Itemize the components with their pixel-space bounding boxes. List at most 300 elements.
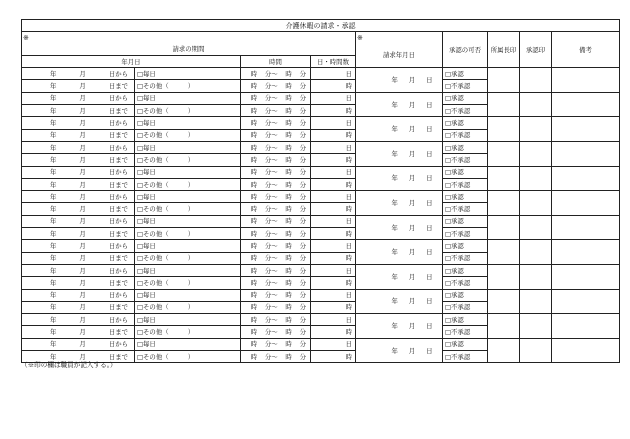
other-checkbox[interactable]	[135, 277, 241, 289]
hour-label: 時	[250, 82, 258, 91]
end-time-cell[interactable]	[241, 326, 311, 338]
disapprove-checkbox[interactable]	[443, 129, 488, 141]
approve-label: □承認	[445, 69, 464, 78]
start-date-cell[interactable]	[22, 92, 135, 104]
day-from-label: 日から	[108, 119, 128, 128]
req-year-label: 年	[391, 174, 398, 183]
days-label: 日	[345, 340, 352, 349]
disapprove-label: □不承認	[445, 328, 471, 337]
days-cell[interactable]	[311, 166, 356, 178]
minute-from-label: 分〜	[264, 266, 278, 275]
days-cell[interactable]	[311, 289, 356, 301]
every-day-label: □毎日	[137, 241, 156, 250]
disapprove-label: □不承認	[445, 229, 471, 238]
entry-row	[22, 338, 620, 350]
end-time-cell[interactable]	[241, 80, 311, 92]
start-date-cell[interactable]	[22, 191, 135, 203]
dept-head-seal-cell[interactable]	[488, 264, 520, 289]
every-day-label: □毎日	[137, 94, 156, 103]
day-from-label: 日から	[108, 266, 128, 275]
request-date-cell[interactable]	[356, 289, 443, 314]
hours-cell[interactable]	[311, 178, 356, 190]
hours-label: 時	[345, 229, 352, 238]
approval-seal-cell[interactable]	[520, 289, 552, 314]
end-date-cell[interactable]	[22, 80, 135, 92]
hour-label: 時	[250, 168, 258, 177]
every-day-label: □毎日	[137, 69, 156, 78]
hour-label: 時	[250, 291, 258, 300]
end-date-cell[interactable]	[22, 326, 135, 338]
approve-label: □承認	[445, 217, 464, 226]
end-time-cell[interactable]	[241, 277, 311, 289]
other-checkbox[interactable]	[135, 228, 241, 240]
request-date-cell[interactable]	[356, 68, 443, 93]
start-time-cell[interactable]	[241, 141, 311, 153]
remarks-cell[interactable]	[552, 166, 620, 191]
request-date-cell[interactable]	[356, 338, 443, 363]
remarks-cell[interactable]	[552, 117, 620, 142]
disapprove-checkbox[interactable]	[443, 80, 488, 92]
dept-head-seal-cell[interactable]	[488, 240, 520, 265]
approve-label: □承認	[445, 168, 464, 177]
end-time-cell[interactable]	[241, 105, 311, 117]
request-date-cell[interactable]	[356, 92, 443, 117]
hours-cell[interactable]	[311, 277, 356, 289]
minute-from-label: 分〜	[264, 192, 278, 201]
remarks-cell[interactable]	[552, 338, 620, 363]
start-time-cell[interactable]	[241, 166, 311, 178]
days-cell[interactable]	[311, 191, 356, 203]
start-date-cell[interactable]	[22, 264, 135, 276]
end-date-cell[interactable]	[22, 129, 135, 141]
other-label: □その他（ ）	[137, 106, 195, 115]
disapprove-checkbox[interactable]	[443, 326, 488, 338]
year-label: 年	[50, 94, 57, 103]
days-cell[interactable]	[311, 264, 356, 276]
disapprove-checkbox[interactable]	[443, 105, 488, 117]
approval-seal-cell[interactable]	[520, 117, 552, 142]
hours-cell[interactable]	[311, 203, 356, 215]
request-date-cell[interactable]	[356, 264, 443, 289]
dept-head-seal-cell[interactable]	[488, 68, 520, 93]
hours-label: 時	[345, 131, 352, 140]
disapprove-checkbox[interactable]	[443, 203, 488, 215]
start-date-cell[interactable]	[22, 240, 135, 252]
start-time-cell[interactable]	[241, 92, 311, 104]
approval-seal-cell[interactable]	[520, 240, 552, 265]
other-checkbox[interactable]	[135, 326, 241, 338]
hours-cell[interactable]	[311, 351, 356, 363]
approve-checkbox[interactable]	[443, 117, 488, 129]
other-label: □その他（ ）	[137, 131, 195, 140]
days-label: 日	[345, 315, 352, 324]
minute-label: 分	[299, 131, 306, 140]
req-day-label: 日	[426, 198, 433, 207]
hour-label: 時	[285, 303, 292, 312]
disapprove-label: □不承認	[445, 131, 471, 140]
disapprove-label: □不承認	[445, 155, 471, 164]
month-label: 月	[79, 352, 86, 361]
hours-cell[interactable]	[311, 228, 356, 240]
approve-checkbox[interactable]	[443, 141, 488, 153]
days-cell[interactable]	[311, 117, 356, 129]
hour-label: 時	[285, 205, 292, 214]
request-date-cell[interactable]	[356, 141, 443, 166]
entry-row	[22, 141, 620, 153]
req-year-label: 年	[391, 272, 398, 281]
start-time-cell[interactable]	[241, 191, 311, 203]
year-label: 年	[50, 352, 57, 361]
other-checkbox[interactable]	[135, 252, 241, 264]
approve-checkbox[interactable]	[443, 68, 488, 80]
month-label: 月	[79, 315, 86, 324]
end-time-cell[interactable]	[241, 129, 311, 141]
end-date-cell[interactable]	[22, 203, 135, 215]
start-time-cell[interactable]	[241, 240, 311, 252]
disapprove-checkbox[interactable]	[443, 351, 488, 363]
start-time-cell[interactable]	[241, 264, 311, 276]
approve-checkbox[interactable]	[443, 240, 488, 252]
start-date-cell[interactable]	[22, 166, 135, 178]
approve-checkbox[interactable]	[443, 92, 488, 104]
days-cell[interactable]	[311, 68, 356, 80]
approval-seal-cell[interactable]	[520, 338, 552, 363]
hour-label: 時	[285, 266, 292, 275]
hours-label: 時	[345, 254, 352, 263]
other-checkbox[interactable]	[135, 80, 241, 92]
approve-checkbox[interactable]	[443, 264, 488, 276]
every-day-checkbox[interactable]	[135, 92, 241, 104]
req-year-label: 年	[391, 297, 398, 306]
days-cell[interactable]	[311, 240, 356, 252]
dept-head-seal-cell[interactable]	[488, 92, 520, 117]
days-label: 日	[345, 168, 352, 177]
days-cell[interactable]	[311, 314, 356, 326]
hours-cell[interactable]	[311, 326, 356, 338]
every-day-checkbox[interactable]	[135, 68, 241, 80]
end-date-cell[interactable]	[22, 228, 135, 240]
minute-from-label: 分〜	[264, 303, 278, 312]
minute-from-label: 分〜	[264, 278, 278, 287]
remarks-cell[interactable]	[552, 264, 620, 289]
disapprove-label: □不承認	[445, 303, 471, 312]
dept-head-seal-cell[interactable]	[488, 289, 520, 314]
request-date-cell[interactable]	[356, 166, 443, 191]
approve-checkbox[interactable]	[443, 166, 488, 178]
hour-label: 時	[285, 291, 292, 300]
hour-label: 時	[250, 229, 258, 238]
hour-label: 時	[250, 119, 258, 128]
hours-cell[interactable]	[311, 154, 356, 166]
start-date-cell[interactable]	[22, 117, 135, 129]
minute-from-label: 分〜	[264, 328, 278, 337]
req-year-label: 年	[391, 100, 398, 109]
hour-label: 時	[250, 303, 258, 312]
hours-cell[interactable]	[311, 301, 356, 313]
minute-from-label: 分〜	[264, 205, 278, 214]
start-time-cell[interactable]	[241, 68, 311, 80]
disapprove-label: □不承認	[445, 180, 471, 189]
hour-label: 時	[285, 180, 292, 189]
day-until-label: 日まで	[108, 352, 128, 361]
other-label: □その他（ ）	[137, 352, 195, 361]
other-label: □その他（ ）	[137, 303, 195, 312]
day-until-label: 日まで	[108, 278, 128, 287]
year-label: 年	[50, 106, 57, 115]
hours-cell[interactable]	[311, 80, 356, 92]
approval-seal-cell[interactable]	[520, 215, 552, 240]
year-label: 年	[50, 192, 57, 201]
every-day-checkbox[interactable]	[135, 314, 241, 326]
approve-checkbox[interactable]	[443, 338, 488, 350]
every-day-checkbox[interactable]	[135, 264, 241, 276]
form-title: 介護休暇の請求・承認	[22, 20, 620, 32]
request-date-cell[interactable]	[356, 215, 443, 240]
year-label: 年	[50, 241, 57, 250]
disapprove-checkbox[interactable]	[443, 277, 488, 289]
disapprove-label: □不承認	[445, 352, 471, 361]
end-time-cell[interactable]	[241, 252, 311, 264]
day-from-label: 日から	[108, 192, 128, 201]
every-day-label: □毎日	[137, 168, 156, 177]
other-label: □その他（ ）	[137, 229, 195, 238]
dept-head-seal-cell[interactable]	[488, 166, 520, 191]
start-time-cell[interactable]	[241, 338, 311, 350]
days-label: 日	[345, 266, 352, 275]
days-cell[interactable]	[311, 141, 356, 153]
hour-label: 時	[285, 168, 292, 177]
request-date-cell[interactable]	[356, 117, 443, 142]
hours-cell[interactable]	[311, 105, 356, 117]
start-date-cell[interactable]	[22, 314, 135, 326]
every-day-checkbox[interactable]	[135, 166, 241, 178]
minute-label: 分	[299, 106, 306, 115]
hour-label: 時	[285, 340, 292, 349]
other-checkbox[interactable]	[135, 178, 241, 190]
hour-label: 時	[285, 352, 292, 361]
hour-label: 時	[285, 192, 292, 201]
month-label: 月	[79, 303, 86, 312]
day-from-label: 日から	[108, 291, 128, 300]
other-checkbox[interactable]	[135, 203, 241, 215]
hour-label: 時	[250, 352, 258, 361]
minute-from-label: 分〜	[264, 119, 278, 128]
day-from-label: 日から	[108, 143, 128, 152]
days-cell[interactable]	[311, 338, 356, 350]
req-month-label: 月	[408, 198, 416, 207]
approval-seal-cell[interactable]	[520, 314, 552, 339]
approval-seal-cell[interactable]	[520, 191, 552, 216]
year-label: 年	[50, 278, 57, 287]
minute-from-label: 分〜	[264, 94, 278, 103]
disapprove-checkbox[interactable]	[443, 252, 488, 264]
request-date-cell[interactable]	[356, 191, 443, 216]
days-cell[interactable]	[311, 92, 356, 104]
approval-seal-cell[interactable]	[520, 264, 552, 289]
approval-seal-cell[interactable]	[520, 141, 552, 166]
every-day-checkbox[interactable]	[135, 240, 241, 252]
req-day-label: 日	[426, 248, 433, 257]
start-time-cell[interactable]	[241, 289, 311, 301]
hour-label: 時	[250, 217, 258, 226]
remarks-cell[interactable]	[552, 92, 620, 117]
other-label: □その他（ ）	[137, 155, 195, 164]
req-year-label: 年	[391, 248, 398, 257]
approve-checkbox[interactable]	[443, 191, 488, 203]
other-checkbox[interactable]	[135, 301, 241, 313]
minute-from-label: 分〜	[264, 340, 278, 349]
dept-head-header: 所属長印	[488, 32, 520, 68]
approval-header: 承認の可否	[443, 32, 488, 68]
end-time-cell[interactable]	[241, 301, 311, 313]
disapprove-checkbox[interactable]	[443, 301, 488, 313]
remarks-header: 備考	[552, 32, 620, 68]
end-time-cell[interactable]	[241, 203, 311, 215]
remarks-cell[interactable]	[552, 240, 620, 265]
minute-from-label: 分〜	[264, 82, 278, 91]
remarks-cell[interactable]	[552, 141, 620, 166]
start-date-cell[interactable]	[22, 215, 135, 227]
other-checkbox[interactable]	[135, 105, 241, 117]
start-date-cell[interactable]	[22, 338, 135, 350]
req-month-label: 月	[408, 75, 416, 84]
remarks-cell[interactable]	[552, 289, 620, 314]
minute-from-label: 分〜	[264, 229, 278, 238]
other-label: □その他（ ）	[137, 254, 195, 263]
days-label: 日	[345, 217, 352, 226]
end-date-cell[interactable]	[22, 277, 135, 289]
dept-head-seal-cell[interactable]	[488, 338, 520, 363]
approve-label: □承認	[445, 291, 464, 300]
start-time-cell[interactable]	[241, 215, 311, 227]
remarks-cell[interactable]	[552, 215, 620, 240]
approve-checkbox[interactable]	[443, 215, 488, 227]
approval-seal-cell[interactable]	[520, 92, 552, 117]
hour-label: 時	[250, 143, 258, 152]
dept-head-seal-cell[interactable]	[488, 215, 520, 240]
time-header: 時間	[241, 55, 311, 67]
month-label: 月	[79, 254, 86, 263]
start-date-cell[interactable]	[22, 141, 135, 153]
remarks-cell[interactable]	[552, 68, 620, 93]
disapprove-checkbox[interactable]	[443, 228, 488, 240]
disapprove-checkbox[interactable]	[443, 154, 488, 166]
hour-label: 時	[285, 278, 292, 287]
request-date-cell[interactable]	[356, 314, 443, 339]
minute-from-label: 分〜	[264, 217, 278, 226]
month-label: 月	[79, 328, 86, 337]
day-from-label: 日から	[108, 340, 128, 349]
end-time-cell[interactable]	[241, 228, 311, 240]
year-label: 年	[50, 266, 57, 275]
hours-label: 時	[345, 303, 352, 312]
start-date-cell[interactable]	[22, 68, 135, 80]
month-label: 月	[79, 278, 86, 287]
end-date-cell[interactable]	[22, 252, 135, 264]
req-month-label: 月	[408, 100, 416, 109]
req-day-label: 日	[426, 321, 433, 330]
hour-label: 時	[250, 205, 258, 214]
entry-row	[22, 117, 620, 129]
every-day-checkbox[interactable]	[135, 289, 241, 301]
end-time-cell[interactable]	[241, 154, 311, 166]
minute-label: 分	[299, 119, 306, 128]
minute-label: 分	[299, 82, 306, 91]
req-year-label: 年	[391, 75, 398, 84]
dept-head-seal-cell[interactable]	[488, 117, 520, 142]
hour-label: 時	[285, 155, 292, 164]
other-checkbox[interactable]	[135, 351, 241, 363]
every-day-checkbox[interactable]	[135, 141, 241, 153]
start-date-cell[interactable]	[22, 289, 135, 301]
req-year-label: 年	[391, 125, 398, 134]
every-day-checkbox[interactable]	[135, 338, 241, 350]
day-from-label: 日から	[108, 94, 128, 103]
entry-row	[22, 264, 620, 276]
dept-head-seal-cell[interactable]	[488, 191, 520, 216]
year-label: 年	[50, 155, 57, 164]
disapprove-checkbox[interactable]	[443, 178, 488, 190]
approve-label: □承認	[445, 241, 464, 250]
other-checkbox[interactable]	[135, 129, 241, 141]
approve-checkbox[interactable]	[443, 314, 488, 326]
hour-label: 時	[250, 266, 258, 275]
day-until-label: 日まで	[108, 131, 128, 140]
day-until-label: 日まで	[108, 155, 128, 164]
dept-head-seal-cell[interactable]	[488, 314, 520, 339]
dept-head-seal-cell[interactable]	[488, 141, 520, 166]
remarks-cell[interactable]	[552, 191, 620, 216]
minute-from-label: 分〜	[264, 106, 278, 115]
date-header: 年月日	[22, 55, 241, 67]
hour-label: 時	[250, 328, 258, 337]
every-day-checkbox[interactable]	[135, 191, 241, 203]
end-date-cell[interactable]	[22, 154, 135, 166]
month-label: 月	[79, 143, 86, 152]
approval-seal-cell[interactable]	[520, 166, 552, 191]
approval-seal-cell[interactable]	[520, 68, 552, 93]
end-date-cell[interactable]	[22, 105, 135, 117]
end-time-cell[interactable]	[241, 351, 311, 363]
every-day-label: □毎日	[137, 217, 156, 226]
minute-from-label: 分〜	[264, 241, 278, 250]
every-day-checkbox[interactable]	[135, 215, 241, 227]
staff-fill-mark: ※	[22, 32, 356, 44]
other-label: □その他（ ）	[137, 278, 195, 287]
end-date-cell[interactable]	[22, 301, 135, 313]
end-time-cell[interactable]	[241, 178, 311, 190]
start-time-cell[interactable]	[241, 117, 311, 129]
approve-checkbox[interactable]	[443, 289, 488, 301]
req-year-label: 年	[391, 346, 398, 355]
form-entries	[22, 68, 620, 363]
day-from-label: 日から	[108, 168, 128, 177]
month-label: 月	[79, 106, 86, 115]
request-date-cell[interactable]	[356, 240, 443, 265]
start-time-cell[interactable]	[241, 314, 311, 326]
year-label: 年	[50, 229, 57, 238]
remarks-cell[interactable]	[552, 314, 620, 339]
end-date-cell[interactable]	[22, 178, 135, 190]
hours-cell[interactable]	[311, 252, 356, 264]
other-checkbox[interactable]	[135, 154, 241, 166]
hours-cell[interactable]	[311, 129, 356, 141]
minute-label: 分	[299, 254, 306, 263]
days-cell[interactable]	[311, 215, 356, 227]
every-day-checkbox[interactable]	[135, 117, 241, 129]
other-label: □その他（ ）	[137, 180, 195, 189]
hour-label: 時	[250, 131, 258, 140]
